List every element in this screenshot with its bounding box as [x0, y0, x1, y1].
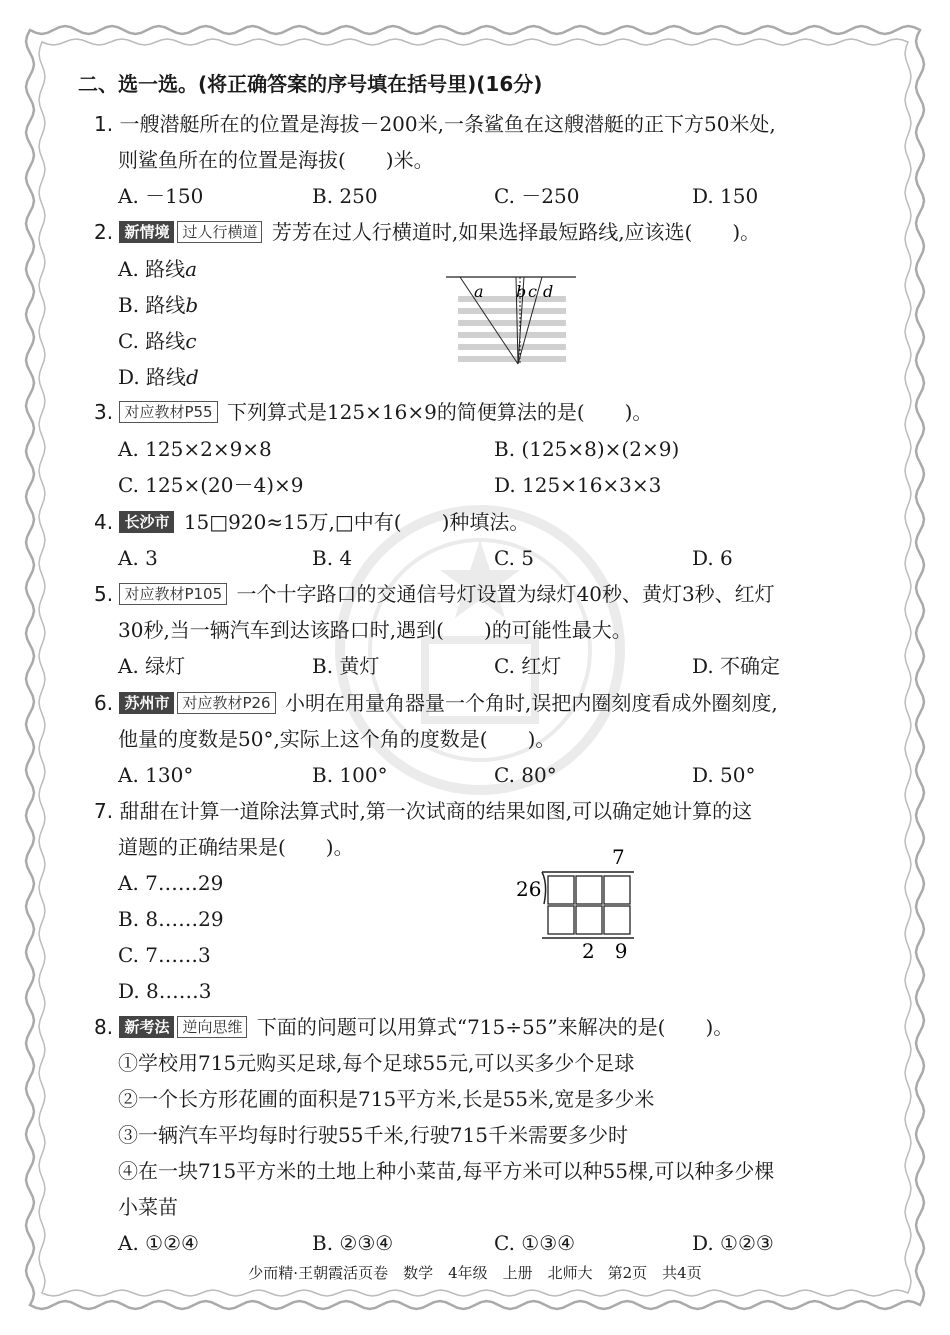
- q3-option-b: B. (125×8)×(2×9): [494, 437, 680, 461]
- q2-option-d: D. 路线d: [118, 365, 199, 389]
- q6-option-d: D. 50°: [692, 763, 756, 787]
- question-text: 一艘潜艇所在的位置是海拔－200米,一条鲨鱼在这艘潜艇的正下方50米处,: [119, 112, 776, 136]
- question-text: 15□920≈15万,□中有( )种填法。: [183, 510, 530, 534]
- question-number: 1.: [94, 112, 114, 136]
- q1-option-c: C. －250: [494, 184, 580, 208]
- q8-item-3: ③一辆汽车平均每时行驶55千米,行驶715千米需要多少时: [118, 1123, 628, 1147]
- question-number: 3.: [94, 400, 114, 424]
- question-6-line2: 他量的度数是50°,实际上这个角的度数是( )。: [118, 727, 556, 751]
- question-8-line1: [94, 1013, 733, 1041]
- question-7-line2: 道题的正确结果是( )。: [118, 835, 354, 859]
- division-quotient: 7: [612, 845, 625, 869]
- question-6-line1: [94, 689, 778, 717]
- q4-option-b: B. 4: [312, 546, 353, 570]
- q7-option-d: D. 8……3: [118, 979, 212, 1003]
- q3-option-d: D. 125×16×3×3: [494, 473, 662, 497]
- q1-option-d: D. 150: [692, 184, 759, 208]
- route-label-a: a: [474, 282, 484, 301]
- q8-item-2: ②一个长方形花圃的面积是715平方米,长是55米,宽是多少米: [118, 1087, 655, 1111]
- long-division-figure: [510, 842, 640, 966]
- q5-option-d: D. 不确定: [692, 654, 781, 678]
- q6-option-c: C. 80°: [494, 763, 557, 787]
- tag-new-method: 新考法: [119, 1016, 174, 1038]
- question-1-line1: [94, 110, 776, 138]
- q8-option-a: A. ①②④: [118, 1231, 199, 1255]
- question-2-line1: [94, 218, 760, 246]
- tag-textbook: 对应教材P55: [119, 401, 217, 423]
- question-text: 甜甜在计算一道除法算式时,第一次试商的结果如图,可以确定她计算的这: [119, 799, 753, 823]
- digit-box: [576, 906, 602, 934]
- question-text: 下面的问题可以用算式“715÷55”来解决的是( )。: [256, 1015, 734, 1039]
- q2-option-c: C. 路线c: [118, 329, 197, 353]
- question-text: 下列算式是125×16×9的简便算法的是( )。: [226, 400, 653, 424]
- q2-option-b: B. 路线b: [118, 293, 199, 317]
- question-number: 2.: [94, 220, 114, 244]
- q7-option-c: C. 7……3: [118, 943, 211, 967]
- watermark-seal: [330, 500, 630, 800]
- tag-changsha: 长沙市: [119, 511, 174, 533]
- tag-crosswalk: 过人行横道: [177, 221, 262, 243]
- q7-option-a: A. 7……29: [118, 871, 224, 895]
- route-label-b: b: [516, 282, 527, 301]
- q7-option-b: B. 8……29: [118, 907, 224, 931]
- question-number: 4.: [94, 510, 114, 534]
- question-number: 6.: [94, 691, 114, 715]
- tag-textbook: 对应教材P26: [177, 692, 275, 714]
- q4-option-c: C. 5: [494, 546, 535, 570]
- question-number: 7.: [94, 799, 114, 823]
- tag-suzhou: 苏州市: [119, 692, 174, 714]
- question-5-line1: [94, 580, 775, 608]
- question-text: 芳芳在过人行横道时,如果选择最短路线,应该选( )。: [271, 220, 761, 244]
- route-label-d: d: [543, 282, 554, 301]
- q3-option-c: C. 125×(20－4)×9: [118, 473, 304, 497]
- question-text: 一个十字路口的交通信号灯设置为绿灯40秒、黄灯3秒、红灯: [236, 582, 775, 606]
- q3-option-a: A. 125×2×9×8: [118, 437, 272, 461]
- digit-box: [548, 876, 574, 904]
- question-text: 小明在用量角器量一个角时,误把内圈刻度看成外圈刻度,: [284, 691, 778, 715]
- question-3-line1: [94, 398, 652, 426]
- digit-box: [604, 876, 630, 904]
- digit-box: [548, 906, 574, 934]
- q6-option-b: B. 100°: [312, 763, 388, 787]
- division-divisor: 26: [516, 877, 542, 901]
- route-label-c: c: [528, 282, 537, 301]
- q1-option-b: B. 250: [312, 184, 378, 208]
- q1-option-a: A. －150: [118, 184, 204, 208]
- q8-option-d: D. ①②③: [692, 1231, 774, 1255]
- digit-box: [604, 906, 630, 934]
- q8-option-b: B. ②③④: [312, 1231, 394, 1255]
- q5-option-a: A. 绿灯: [118, 654, 186, 678]
- q8-item-1: ①学校用715元购买足球,每个足球55元,可以买多少个足球: [118, 1051, 635, 1075]
- q8-item-4-cont: 小菜苗: [118, 1195, 178, 1219]
- q6-option-a: A. 130°: [118, 763, 194, 787]
- question-number: 8.: [94, 1015, 114, 1039]
- q8-option-c: C. ①③④: [494, 1231, 576, 1255]
- division-remainder: 2 9: [582, 939, 628, 963]
- question-4-line1: [94, 508, 529, 536]
- tag-new-context: 新情境: [119, 221, 174, 243]
- q2-option-a: A. 路线a: [118, 257, 198, 281]
- q8-item-4: ④在一块715平方米的土地上种小菜苗,每平方米可以种55棵,可以种多少棵: [118, 1159, 775, 1183]
- crosswalk-figure: [446, 272, 578, 368]
- q5-option-b: B. 黄灯: [312, 654, 380, 678]
- question-5-line2: 30秒,当一辆汽车到达该路口时,遇到( )的可能性最大。: [118, 618, 632, 642]
- digit-box: [576, 876, 602, 904]
- q4-option-a: A. 3: [118, 546, 158, 570]
- question-number: 5.: [94, 582, 114, 606]
- tag-reverse-thinking: 逆向思维: [177, 1016, 247, 1038]
- page-footer: 少而精·王朝霞活页卷 数学 4年级 上册 北师大 第2页 共4页: [248, 1264, 702, 1282]
- question-1-line2: 则鲨鱼所在的位置是海拔( )米。: [118, 148, 434, 172]
- section-title: 二、选一选。(将正确答案的序号填在括号里)(16分): [78, 72, 543, 96]
- tag-textbook: 对应教材P105: [119, 583, 227, 605]
- q5-option-c: C. 红灯: [494, 654, 562, 678]
- q4-option-d: D. 6: [692, 546, 733, 570]
- question-7-line1: [94, 797, 752, 825]
